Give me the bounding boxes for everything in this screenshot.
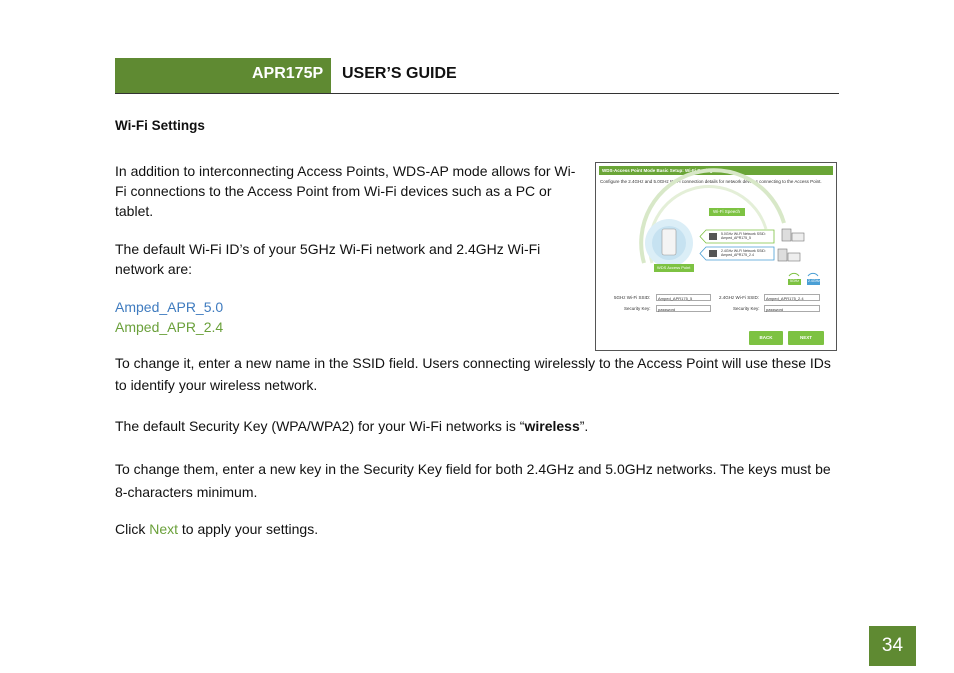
band-24ghz-label: 2.4GHz	[808, 279, 820, 283]
phone-icon	[778, 249, 787, 261]
lock-icon-24	[709, 250, 717, 257]
wds-label: WDS Access Point	[657, 265, 691, 270]
key24-input: password	[764, 305, 820, 312]
paragraph-change-key: To change them, enter a new key in the Security Key field for both 2.4GHz and 5.0GHz networks. The keys must be 8-characters minimum.	[115, 461, 831, 500]
section-title: Wi-Fi Settings	[115, 118, 205, 133]
page-number: 34	[881, 635, 904, 656]
access-point-device	[662, 229, 676, 255]
next-button: NEXT	[788, 331, 824, 345]
setup-screenshot	[595, 162, 837, 351]
paragraph-change-ssid: To change it, enter a new name in the SSID field. Users connecting wirelessly to the Access Point will use these IDs to identify your wireless network.	[115, 355, 831, 393]
key5-input: password	[656, 305, 711, 312]
ssid-5ghz: Amped_APR_5.0	[115, 299, 224, 315]
header-rule	[115, 93, 839, 94]
p4-after: ”.	[579, 418, 589, 434]
p4-before: The default Security Key (WPA/WPA2) for your Wi-Fi networks is “	[115, 418, 525, 434]
paragraph-click-next	[115, 519, 318, 539]
band-5ghz-label: 5GHz	[790, 279, 799, 283]
ssid5-input: Amped_APR175_5	[656, 294, 711, 301]
next-link: Next	[149, 521, 179, 537]
setup-screenshot-title: WDS-Access Point Mode Basic Setup: Wi-Fi Settings	[599, 166, 833, 175]
callout-5ghz-text: 5.0GHz Wi-Fi Network SSID: Amped_APR175_5	[721, 232, 766, 240]
network-diagram	[596, 163, 836, 350]
laptop-icon-2	[788, 253, 800, 261]
key5-label: Security Key:	[624, 306, 651, 311]
paragraph-default-ids: The default Wi-Fi ID’s of your 5GHz Wi-Fi network and 2.4GHz Wi-Fi network are:	[115, 241, 541, 277]
back-button: BACK	[749, 331, 783, 345]
tablet-icon	[782, 229, 791, 241]
laptop-icon	[792, 233, 804, 241]
ssid-24ghz: Amped_APR_2.4	[115, 319, 224, 335]
paragraph-intro: In addition to interconnecting Access Points, WDS-AP mode allows for Wi-Fi connections to the Access Point from Wi-Fi devices such as a PC or tablet.	[115, 163, 576, 219]
ssid5-label: 5GHz Wi-Fi SSID:	[614, 295, 651, 300]
guide-title: USER’S GUIDE	[342, 65, 457, 82]
ssid24-input: Amped_APR175_2.4	[764, 294, 820, 301]
key24-label: Security Key:	[733, 306, 760, 311]
setup-screenshot-description: Configure the 2.4GHz and 5.0GHz Wi-Fi connection details for network devices connecting to the Access Point.	[600, 179, 822, 184]
lock-icon-5	[709, 233, 717, 240]
wifi-24ghz-icon	[808, 273, 818, 276]
wifi-speech-label: Wi-Fi Speech	[713, 209, 741, 214]
product-model: APR175P	[252, 65, 324, 82]
paragraph-security-key	[115, 416, 845, 436]
p4-bold: wireless	[524, 418, 580, 434]
p6-before: Click	[115, 521, 150, 537]
ssid24-label: 2.4GHz Wi-Fi SSID:	[719, 295, 760, 300]
wifi-5ghz-icon	[789, 273, 799, 276]
p6-after: to apply your settings.	[178, 521, 319, 537]
callout-24ghz-text: 2.4GHz Wi-Fi Network SSID: Amped_APR175_2.4	[721, 249, 766, 257]
